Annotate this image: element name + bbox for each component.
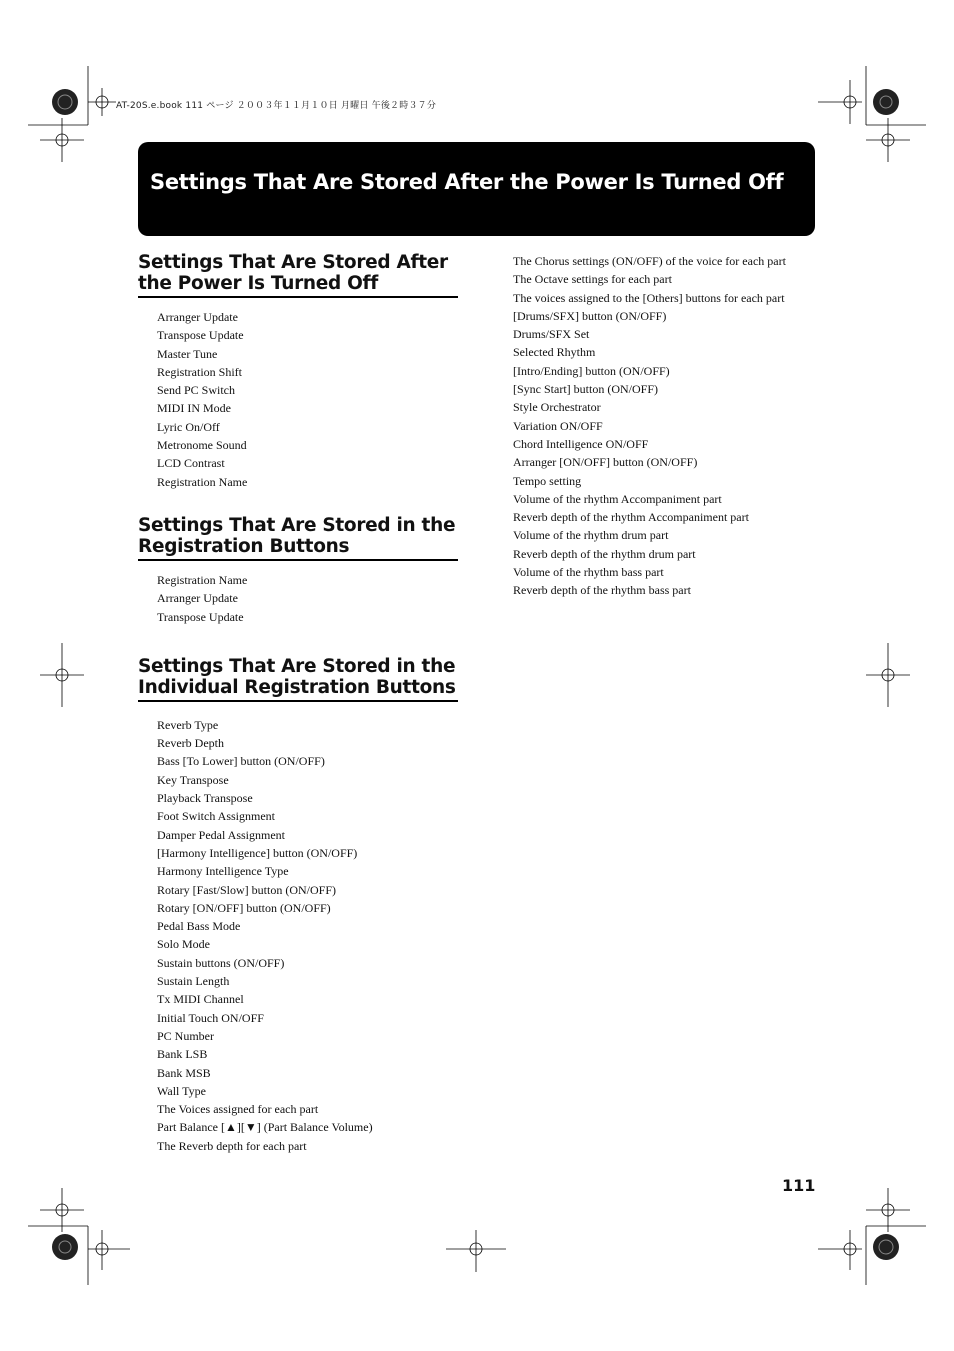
list-item: Sustain Length: [157, 974, 230, 989]
list-item: The Voices assigned for each part: [157, 1102, 319, 1117]
list-item: Arranger [ON/OFF] button (ON/OFF): [513, 455, 698, 470]
list-item: Style Orchestrator: [513, 400, 601, 415]
list-item: LCD Contrast: [157, 456, 225, 471]
list-item: Volume of the rhythm drum part: [513, 528, 669, 543]
list-item: Registration Name: [157, 474, 248, 489]
list-item: Playback Transpose: [157, 791, 253, 806]
chapter-title: Settings That Are Stored After the Power Is Turned Off: [150, 170, 784, 194]
list-item: Volume of the rhythm Accompaniment part: [513, 491, 722, 506]
list-item: Lyric On/Off: [157, 419, 220, 434]
heading-line: Settings That Are Stored After: [138, 252, 448, 273]
list-item: Foot Switch Assignment: [157, 809, 276, 824]
left-column: [138, 252, 458, 1155]
settings-list: [138, 308, 458, 491]
page-number: 111: [782, 1176, 816, 1195]
list-item: Tempo setting: [513, 473, 582, 488]
list-item: [Intro/Ending] button (ON/OFF): [513, 363, 670, 378]
list-item: [Drums/SFX] button (ON/OFF): [513, 308, 667, 323]
section-heading: [138, 656, 458, 702]
list-item: Wall Type: [157, 1083, 206, 1098]
list-item: Damper Pedal Assignment: [157, 827, 285, 842]
section-heading: [138, 252, 458, 298]
list-item: Transpose Update: [157, 609, 244, 624]
list-item: Master Tune: [157, 346, 218, 361]
list-item: MIDI IN Mode: [157, 401, 231, 416]
list-item: Reverb depth of the rhythm drum part: [513, 546, 696, 561]
list-item: Metronome Sound: [157, 438, 247, 453]
list-item: Transpose Update: [157, 328, 244, 343]
list-item: Sustain buttons (ON/OFF): [157, 955, 285, 970]
list-item: Send PC Switch: [157, 383, 236, 398]
settings-list: [138, 716, 458, 1155]
settings-list: [138, 571, 458, 626]
list-item: Reverb depth of the rhythm bass part: [513, 583, 691, 598]
list-item: [Harmony Intelligence] button (ON/OFF): [157, 845, 358, 860]
heading-line: Individual Registration Buttons: [138, 676, 456, 698]
heading-line: Registration Buttons: [138, 535, 350, 557]
list-item: Volume of the rhythm bass part: [513, 565, 664, 580]
list-item: Selected Rhythm: [513, 345, 596, 360]
print-meta-line: AT-20S.e.book 111 ページ ２００３年１１月１０日 月曜日 午後２時３７分: [116, 101, 437, 111]
list-item: Bass [To Lower] button (ON/OFF): [157, 754, 325, 769]
heading-line: Settings That Are Stored in the: [138, 655, 456, 677]
list-item: Solo Mode: [157, 937, 211, 952]
list-item: The Reverb depth for each part: [157, 1138, 307, 1153]
list-item: Rotary [Fast/Slow] button (ON/OFF): [157, 882, 337, 897]
list-item: Rotary [ON/OFF] button (ON/OFF): [157, 900, 331, 915]
list-item: Arranger Update: [157, 310, 238, 324]
list-item: The voices assigned to the [Others] buttons for each part: [513, 290, 785, 305]
list-item: Reverb Type: [157, 717, 219, 732]
section-individual-registration-buttons: [138, 656, 458, 1155]
heading-line: Settings That Are Stored in the: [138, 514, 456, 536]
list-item: The Octave settings for each part: [513, 272, 672, 287]
list-item: Arranger Update: [157, 591, 238, 606]
list-item: Chord Intelligence ON/OFF: [513, 436, 649, 451]
list-item: Bank MSB: [157, 1065, 211, 1080]
list-item: Reverb Depth: [157, 736, 224, 751]
right-column: [513, 252, 823, 600]
list-item: Pedal Bass Mode: [157, 919, 241, 934]
list-item: Variation ON/OFF: [513, 418, 603, 433]
list-item: Part Balance [▲][▼] (Part Balance Volume): [157, 1120, 373, 1135]
list-item: Drums/SFX Set: [513, 327, 590, 342]
list-item: Registration Name: [157, 572, 248, 587]
list-item: Harmony Intelligence Type: [157, 864, 289, 879]
section-registration-buttons: [138, 515, 458, 626]
list-item: Tx MIDI Channel: [157, 992, 244, 1007]
list-item: Initial Touch ON/OFF: [157, 1010, 264, 1025]
list-item: Registration Shift: [157, 364, 242, 379]
list-item: PC Number: [157, 1028, 214, 1043]
list-item: Reverb depth of the rhythm Accompaniment part: [513, 510, 749, 525]
chapter-banner: [138, 142, 815, 236]
section-heading: [138, 515, 458, 561]
list-item: Bank LSB: [157, 1047, 208, 1062]
section-after-power-off: [138, 252, 458, 491]
list-item: [Sync Start] button (ON/OFF): [513, 382, 658, 397]
list-item: Key Transpose: [157, 772, 229, 787]
list-item: The Chorus settings (ON/OFF) of the voice for each part: [513, 254, 786, 268]
settings-list-continued: [513, 252, 823, 600]
heading-line: the Power Is Turned Off: [138, 273, 379, 294]
